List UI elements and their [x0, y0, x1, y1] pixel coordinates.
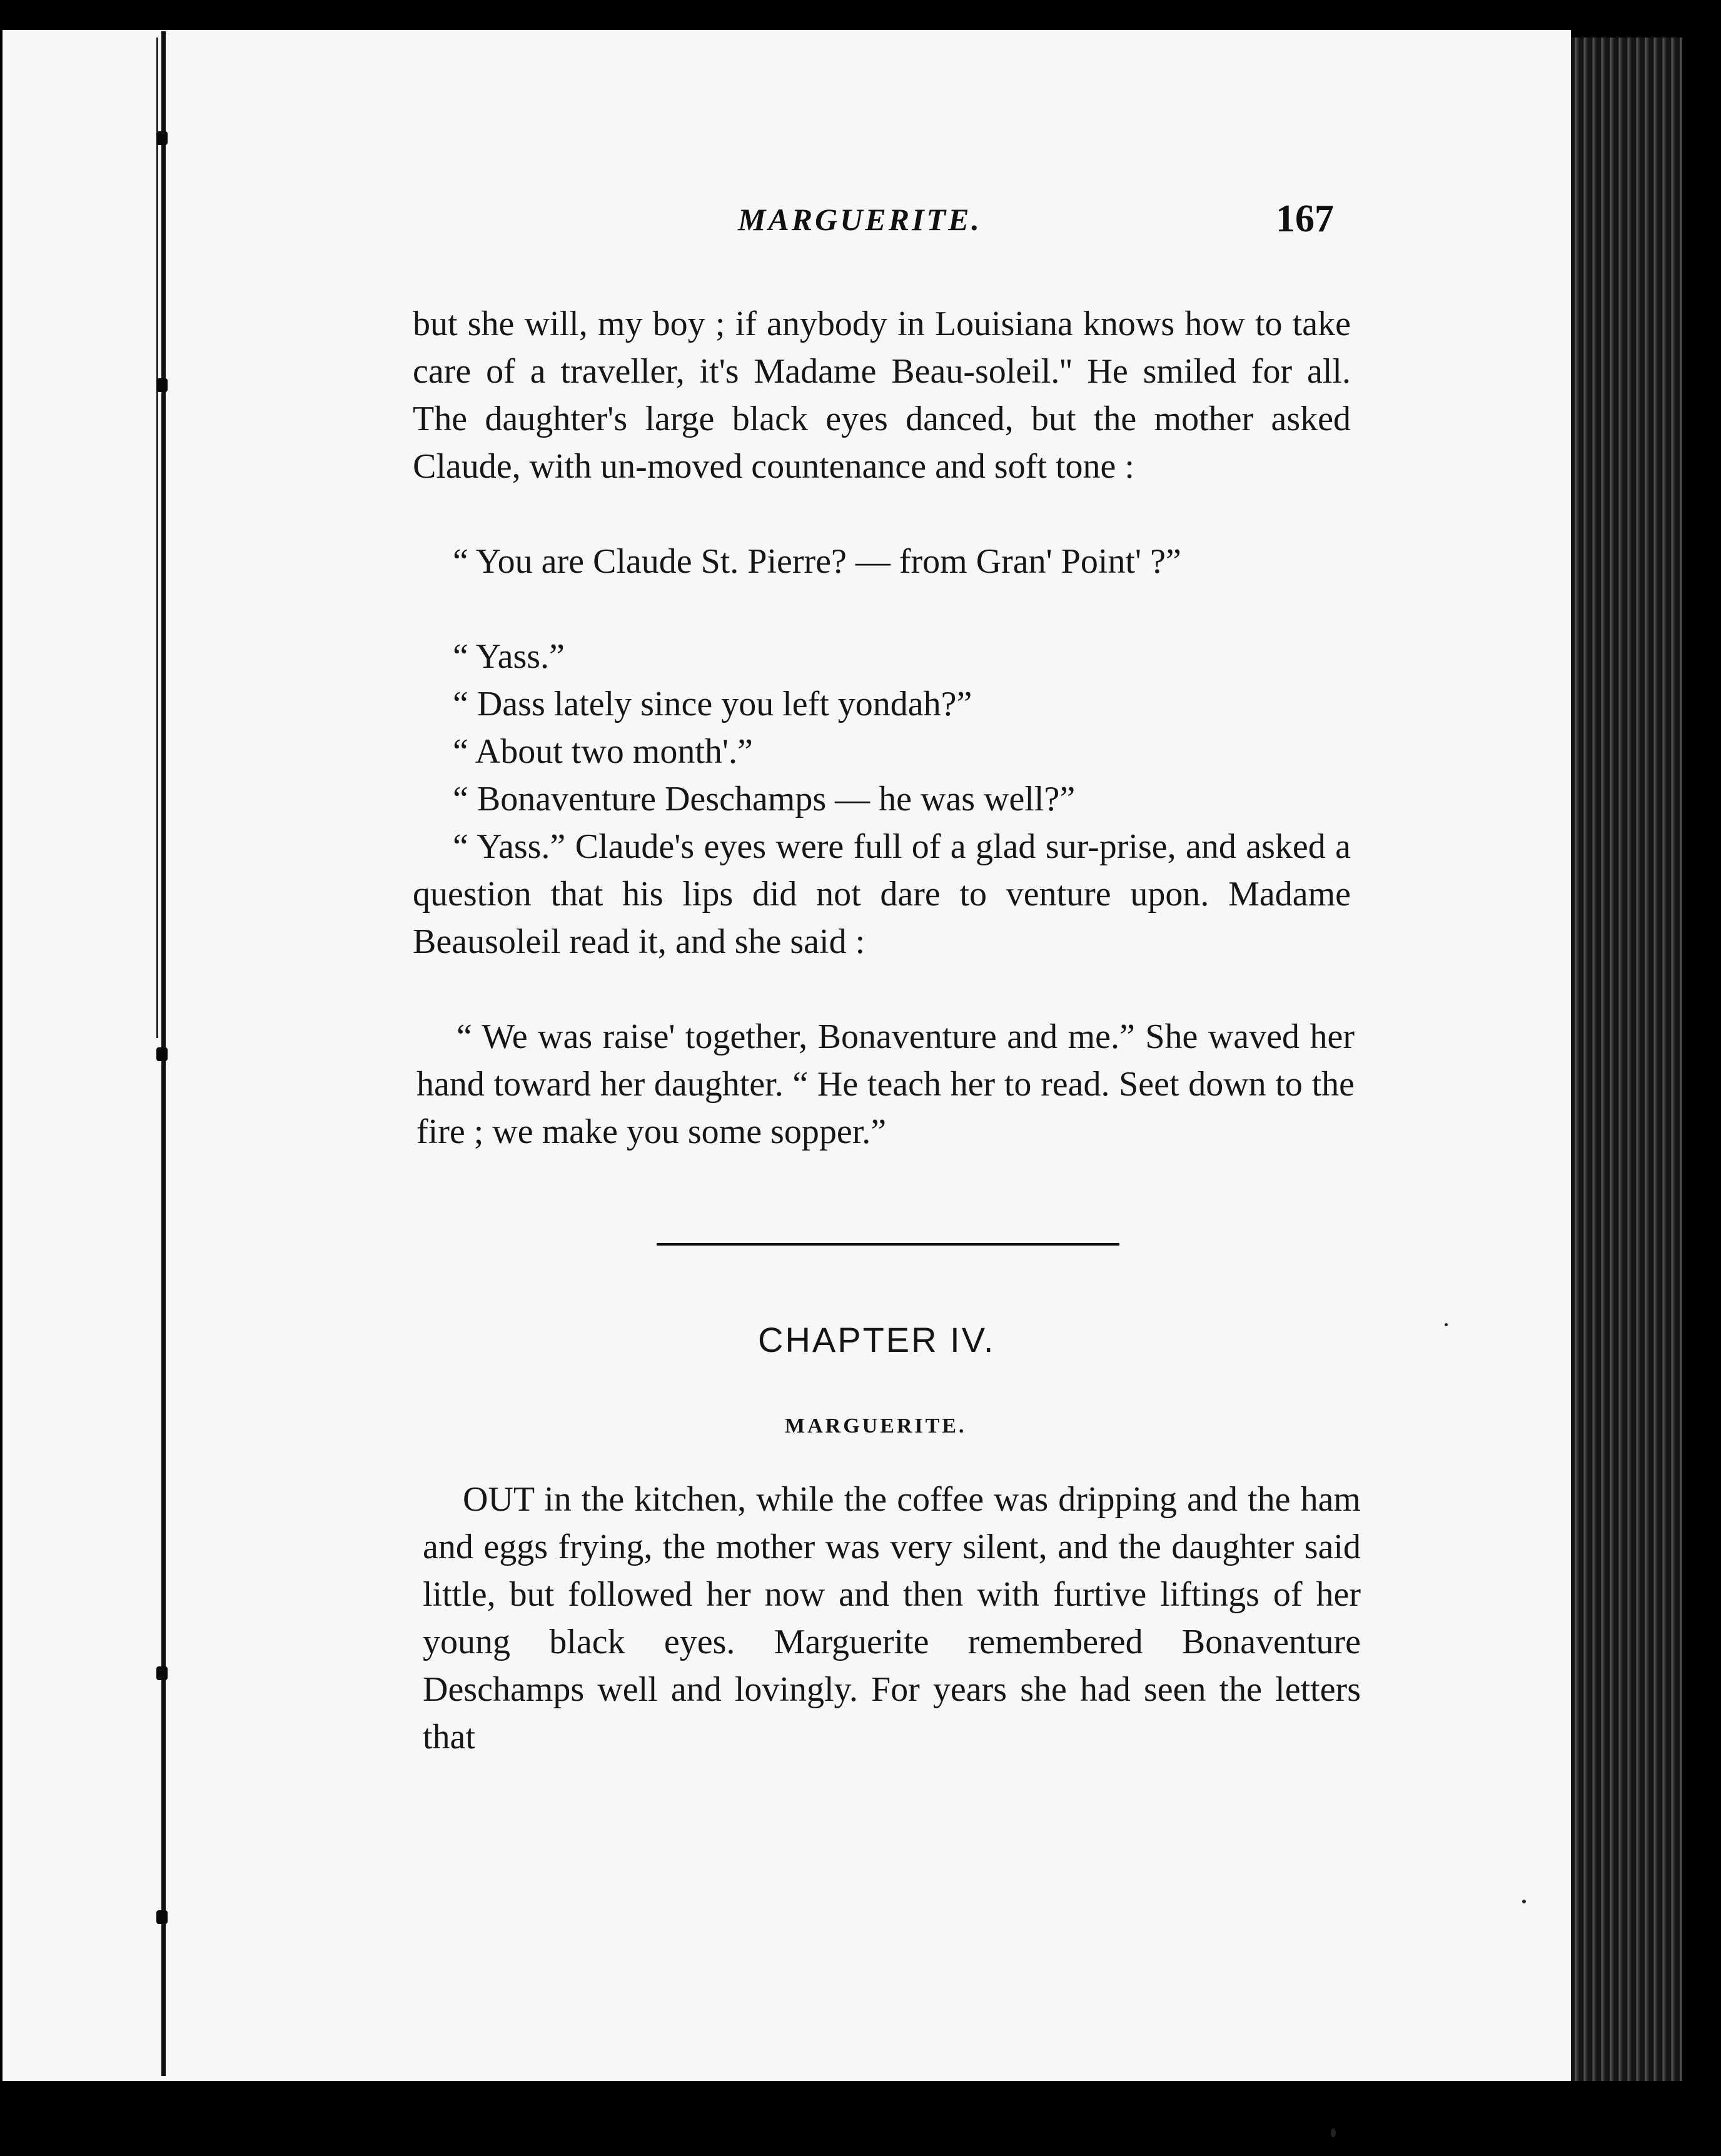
paragraph: “ Yass.”	[453, 637, 565, 676]
paragraph: “ We was raise' together, Bonaventure and me.” She waved her hand toward her daughter. “ He teach her to read. Seet down to the fire ; we make you some sopper.”	[416, 1017, 1355, 1151]
binding-stitch	[156, 378, 168, 392]
paragraph: “ Dass lately since you left yondah?”	[453, 685, 972, 723]
binding-stitch	[156, 1047, 168, 1061]
paragraph: “ Bonaventure Deschamps — he was well?”	[453, 780, 1076, 819]
binding-stitch	[156, 1666, 168, 1680]
paper-speck	[1445, 1323, 1448, 1326]
binding-stitch	[156, 131, 168, 145]
chapter-heading: CHAPTER IV.	[758, 1320, 996, 1359]
paragraph: “ You are Claude St. Pierre? — from Gran' Point' ?”	[453, 542, 1181, 581]
page-number: 167	[1276, 198, 1334, 240]
paragraph: “ About two month'.”	[453, 732, 753, 771]
binding-stitch	[156, 1910, 168, 1924]
binding-gutter-inner	[156, 38, 158, 1038]
paper-speck	[1331, 2128, 1336, 2137]
paper-speck	[1522, 1900, 1526, 1903]
paragraph: OUT in the kitchen, while the coffee was dripping and the ham and eggs frying, the mother was very silent, and the daughter said little, but followed her now and then with furtive liftings of her young black eyes. Marguerite remembered Bonaventure Deschamps well and lovingly. For years she had seen the letters that	[423, 1480, 1361, 1756]
page-edge-shadow	[1682, 0, 1721, 2156]
running-head: MARGUERITE.	[738, 202, 982, 237]
paragraph: but she will, my boy ; if anybody in Louisiana knows how to take care of a traveller, it's Madame Beau-soleil.'' He smiled for all. The daughter's large black eyes danced, but the mother asked Claude, with un-moved countenance and soft tone :	[413, 305, 1351, 486]
chapter-subtitle: MARGUERITE.	[785, 1414, 967, 1438]
section-divider-rule	[657, 1243, 1119, 1246]
paragraph: “ Yass.” Claude's eyes were full of a glad sur-prise, and asked a question that his lips did not dare to venture upon. Madame Beausoleil read it, and she said :	[413, 827, 1351, 961]
